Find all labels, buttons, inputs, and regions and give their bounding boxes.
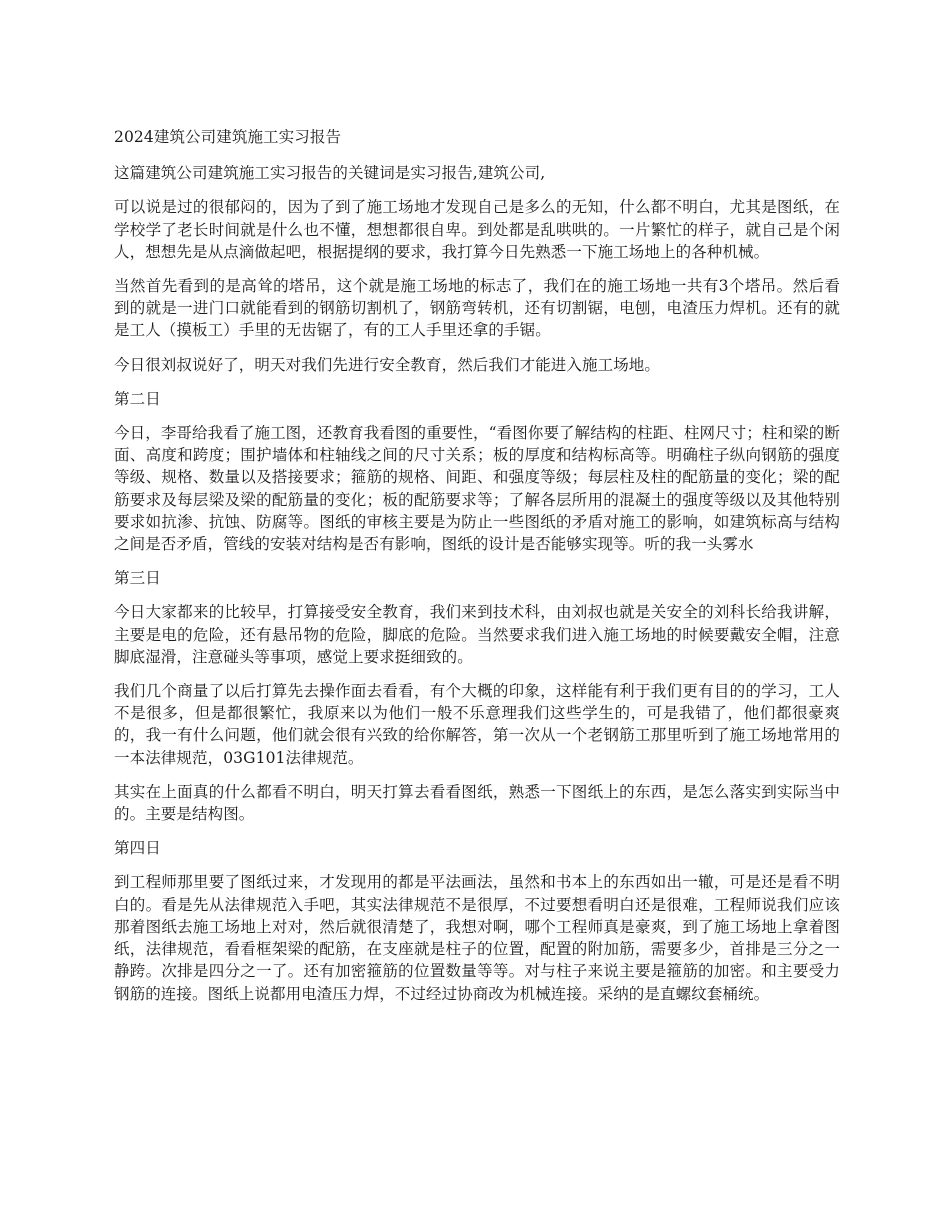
paragraph-day3-safety: 今日大家都来的比较早，打算接受安全教育，我们来到技术科，由刘叔也就是关安全的刘科长给我讲解，主要是电的危险，还有悬吊物的危险，脚底的危险。当然要求我们进入施工场地的时候要戴安全帽，注意脚底湿滑，注意碰头等事项，感觉上要求挺细致的。: [114, 603, 840, 666]
document-title: 2024建筑公司建筑施工实习报告: [114, 128, 342, 146]
section-heading-day4: 第四日: [114, 839, 161, 858]
paragraph-day1-intro: 可以说是过的很郁闷的，因为了到了施工场地才发现自己是多么的无知，什么都不明白，尤其是图纸，在学校学了老长时间就是什么也不懂，想想都很自卑。到处都是乱哄哄的。一片繁忙的样子，就自己是个闲人，想想先是从点滴做起吧，根据提纲的要求，我打算今日先熟悉一下施工场地上的各种机械。: [114, 198, 840, 261]
section-heading-day3: 第三日: [114, 569, 161, 588]
paragraph-day3-plan: 其实在上面真的什么都看不明白，明天打算去看看图纸，熟悉一下图纸上的东西，是怎么落实到实际当中的。主要是结构图。: [114, 782, 840, 824]
paragraph-day4-engineer: 到工程师那里要了图纸过来，才发现用的都是平法画法，虽然和书本上的东西如出一辙，可是还是看不明白的。看是先从法律规范入手吧，其实法律规范不是很厚，不过要想看明白还是很难，工程师说我们应该那着图纸去施工场地上对对，然后就很清楚了，我想对啊，哪个工程师真是豪爽，到了施工场地上拿着图纸，法律规范，看看框架梁的配筋，在支座就是柱子的位置，配置的附加筋，需要多少，首排是三分之一静跨。次排是四分之一了。还有加密箍筋的位置数量等等。对与柱子来说主要是箍筋的加密。和主要受力钢筋的连接。图纸上说都用电渣压力焊，不过经过协商改为机械连接。采纳的是直螺纹套桶统。: [114, 873, 840, 1003]
paragraph-keywords: 这篇建筑公司建筑施工实习报告的关键词是实习报告,建筑公司,: [114, 164, 546, 183]
paragraph-day3-site-visit: 我们几个商量了以后打算先去操作面去看看，有个大概的印象，这样能有利于我们更有目的的学习，工人不是很多，但是都很繁忙，我原来以为他们一般不乐意理我们这些学生的，可是我错了，他们都很豪爽的，我一有什么问题，他们就会很有兴致的给你解答，第一次从一个老钢筋工那里听到了施工场地常用的一本法律规范，03G101法律规范。: [114, 682, 840, 767]
paragraph-day1-closing: 今日很刘叔说好了，明天对我们先进行安全教育，然后我们才能进入施工场地。: [114, 355, 661, 374]
section-heading-day2: 第二日: [114, 389, 161, 408]
document-body: [114, 126, 840, 1017]
paragraph-day1-machines: 当然首先看到的是高耸的塔吊，这个就是施工场地的标志了，我们在的施工场地一共有3个塔吊。然后看到的就是一进门口就能看到的钢筋切割机了，钢筋弯转机，还有切割锯，电刨，电渣压力焊机。还有的就是工人（摸板工）手里的无齿锯了，有的工人手里还拿的手锯。: [114, 277, 840, 340]
paragraph-day2-drawings: 今日，李哥给我看了施工图，还教育我看图的重要性，“看图你要了解结构的柱距、柱网尺寸；柱和梁的断面、高度和跨度；围护墙体和柱轴线之间的尺寸关系；板的厚度和结构标高等。明确柱子纵向钢筋的强度等级、规格、数量以及搭接要求；箍筋的规格、间距、和强度等级；每层柱及柱的配筋量的变化；梁的配筋要求及每层梁及梁的配筋量的变化；板的配筋要求等；了解各层所用的混凝土的强度等级以及其他特别要求如抗渗、抗蚀、防腐等。图纸的审核主要是为防止一些图纸的矛盾对施工的影响，如建筑标高与结构之间是否矛盾，管线的安装对结构是否有影响，图纸的设计是否能够实现等。听的我一头雾水: [114, 424, 840, 554]
